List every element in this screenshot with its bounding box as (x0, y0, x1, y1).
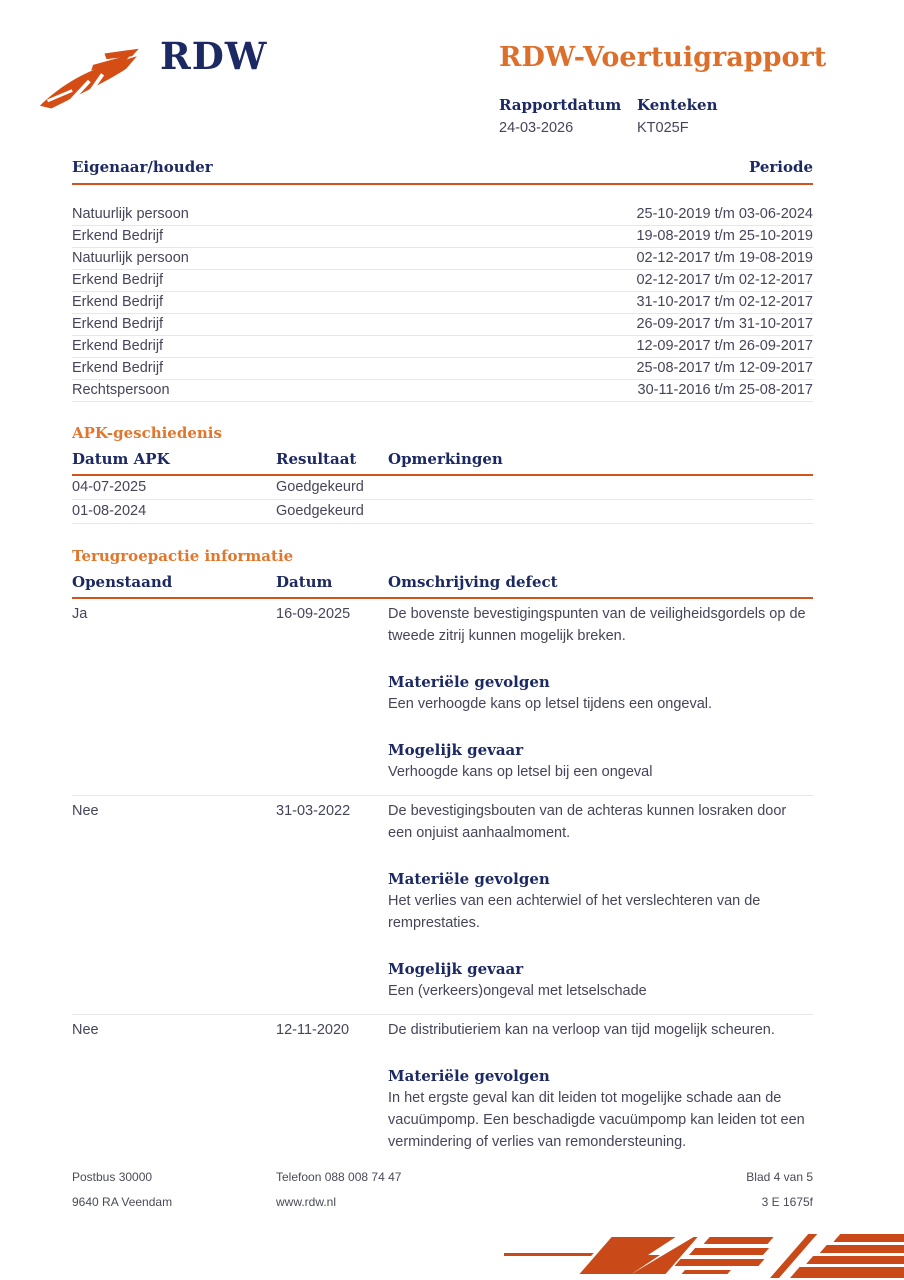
apk-section-heading: APK-geschiedenis (72, 424, 222, 442)
footer-row (72, 1195, 813, 1209)
apk-table-header (72, 450, 813, 476)
recall-date-col-header: Datum (276, 573, 333, 591)
owner-type: Natuurlijk persoon (72, 250, 189, 266)
owner-period: 02-12-2017 t/m 02-12-2017 (636, 272, 813, 288)
apk-date: 04-07-2025 (72, 479, 147, 495)
footer-website: www.rdw.nl (276, 1195, 337, 1209)
table-row (72, 270, 813, 292)
report-date-value: 24-03-2026 (499, 120, 574, 136)
table-row (72, 248, 813, 270)
owner-period: 26-09-2017 t/m 31-10-2017 (636, 316, 813, 332)
owner-period: 19-08-2019 t/m 25-10-2019 (636, 228, 813, 244)
recall-open: Ja (72, 606, 88, 622)
owner-period: 30-11-2016 t/m 25-08-2017 (637, 382, 813, 398)
owner-type: Natuurlijk persoon (72, 206, 189, 222)
owner-period: 25-08-2017 t/m 12-09-2017 (636, 360, 813, 376)
table-row (72, 476, 813, 500)
possible-danger-label: Mogelijk gevaar (388, 960, 524, 978)
recall-open: Nee (72, 1022, 99, 1038)
footer-page-indicator: Blad 4 van 5 (746, 1170, 813, 1184)
table-row (72, 226, 813, 248)
footer-phone: Telefoon 088 008 74 47 (276, 1170, 402, 1184)
owner-history-section (72, 158, 813, 402)
possible-danger-text: Verhoogde kans op letsel bij een ongeval (388, 764, 653, 780)
recall-detail (388, 1019, 813, 1153)
possible-danger-text: Een (verkeers)ongeval met letselschade (388, 983, 647, 999)
page-title: RDW-Voertuigrapport (499, 42, 827, 73)
apk-remarks-col-header: Opmerkingen (388, 450, 503, 468)
recall-detail (388, 603, 813, 783)
owner-col-header: Eigenaar/houder (72, 158, 213, 176)
owner-period: 25-10-2019 t/m 03-06-2024 (636, 206, 813, 222)
material-consequences-label: Materiële gevolgen (388, 673, 550, 691)
footer-address-line1: Postbus 30000 (72, 1170, 153, 1184)
table-row (72, 358, 813, 380)
material-consequences-label: Materiële gevolgen (388, 870, 550, 888)
material-consequences-text: Het verlies van een achterwiel of het verslechteren van de remprestaties. (388, 893, 761, 931)
table-row (72, 204, 813, 226)
owner-type: Erkend Bedrijf (72, 294, 164, 310)
table-row (72, 380, 813, 402)
table-row (72, 796, 813, 1015)
report-meta (499, 96, 813, 136)
recall-info-section (72, 547, 813, 1165)
material-consequences-text: Een verhoogde kans op letsel tijdens een ongeval. (388, 696, 713, 712)
recall-detail (388, 800, 813, 1002)
owner-type: Erkend Bedrijf (72, 338, 164, 354)
recall-table-header (72, 573, 813, 599)
recall-date: 31-03-2022 (276, 803, 351, 819)
footer-row (72, 1170, 813, 1184)
table-row (72, 336, 813, 358)
owner-type: Erkend Bedrijf (72, 316, 164, 332)
owner-period: 12-09-2017 t/m 26-09-2017 (636, 338, 813, 354)
material-consequences-label: Materiële gevolgen (388, 1067, 550, 1085)
apk-result: Goedgekeurd (276, 479, 364, 495)
apk-result: Goedgekeurd (276, 503, 364, 519)
apk-result-col-header: Resultaat (276, 450, 357, 468)
recall-date: 12-11-2020 (276, 1022, 350, 1038)
recall-defect-col-header: Omschrijving defect (388, 573, 558, 591)
period-col-header: Periode (748, 158, 813, 176)
rdw-stripes-graphic (504, 1232, 904, 1280)
apk-date: 01-08-2024 (72, 503, 147, 519)
recall-open-col-header: Openstaand (72, 573, 173, 591)
defect-description: De bevestigingsbouten van de achteras kunnen losraken door een onjuist aanhaalmoment. (388, 803, 787, 841)
page-footer (72, 1170, 813, 1220)
owner-type: Rechtspersoon (72, 382, 170, 398)
license-plate-value: KT025F (637, 120, 689, 136)
material-consequences-text: In het ergste geval kan dit leiden tot mogelijke schade aan de vacuümpomp. Een beschadigde vacuümpomp kan leiden tot een vermindering of verlies van remondersteuning. (388, 1090, 805, 1150)
report-date-label: Rapportdatum (499, 96, 622, 114)
table-row (72, 599, 813, 796)
owner-period: 31-10-2017 t/m 02-12-2017 (636, 294, 813, 310)
owner-type: Erkend Bedrijf (72, 272, 164, 288)
owner-table-header (72, 158, 813, 185)
recall-open: Nee (72, 803, 99, 819)
apk-date-col-header: Datum APK (72, 450, 170, 468)
defect-description: De distributieriem kan na verloop van tijd mogelijk scheuren. (388, 1022, 775, 1038)
table-row (72, 314, 813, 336)
rdw-logo-text: RDW (160, 34, 268, 78)
table-row (72, 292, 813, 314)
owner-type: Erkend Bedrijf (72, 228, 164, 244)
owner-type: Erkend Bedrijf (72, 360, 164, 376)
owner-period: 02-12-2017 t/m 19-08-2019 (636, 250, 813, 266)
recall-section-heading: Terugroepactie informatie (72, 547, 294, 565)
footer-address-line2: 9640 RA Veendam (72, 1195, 173, 1209)
owner-table-body (72, 204, 813, 402)
table-row (72, 1015, 813, 1165)
footer-doc-code: 3 E 1675f (761, 1195, 813, 1209)
possible-danger-label: Mogelijk gevaar (388, 741, 524, 759)
defect-description: De bovenste bevestigingspunten van de veiligheidsgordels op de tweede zitrij kunnen mogelijk breken. (388, 606, 806, 644)
recall-date: 16-09-2025 (276, 606, 351, 622)
rdw-feather-icon (38, 48, 152, 114)
table-row (72, 500, 813, 524)
license-plate-label: Kenteken (637, 96, 718, 114)
apk-history-section (72, 424, 813, 524)
